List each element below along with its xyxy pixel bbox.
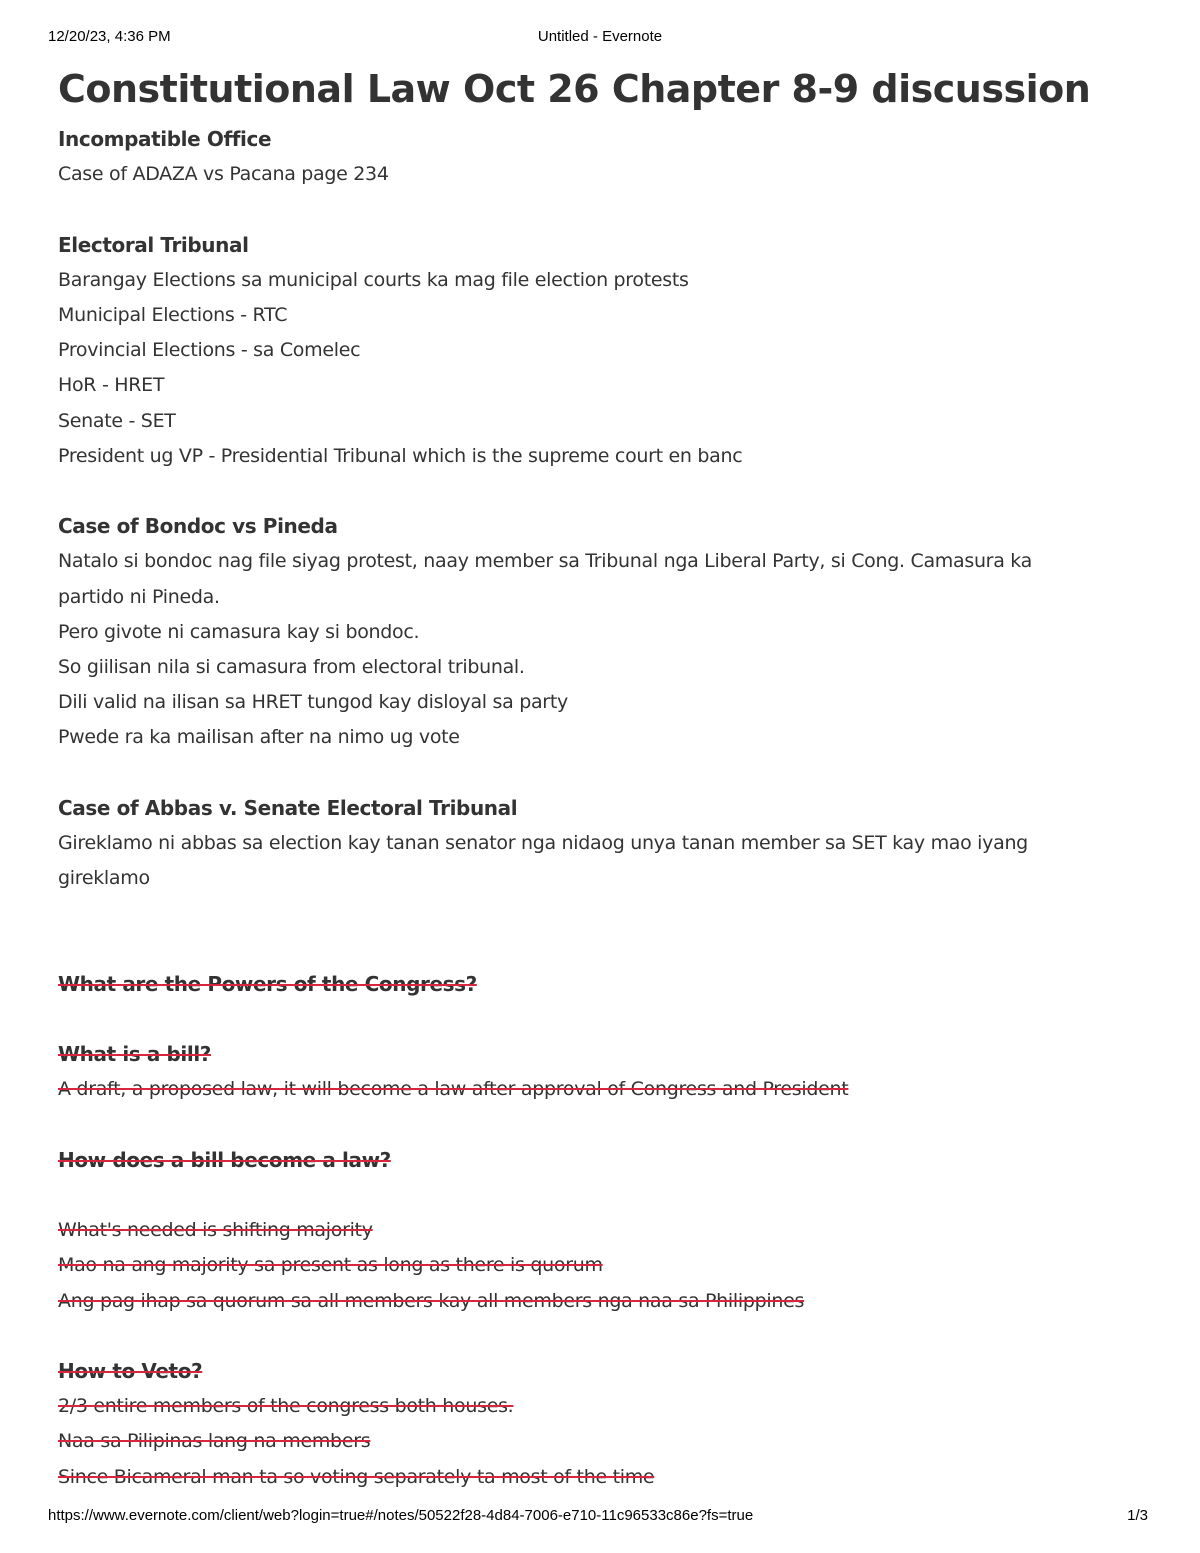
- note-line-struck: 2/3 entire members of the congress both houses.: [58, 1395, 514, 1418]
- section-heading-bondoc-case: Case of Bondoc vs Pineda: [58, 514, 338, 539]
- note-line-struck: A draft, a proposed law, it will become a law after approval of Congress and President: [58, 1078, 849, 1101]
- note-line: gireklamo: [58, 867, 150, 890]
- note-line: Gireklamo ni abbas sa election kay tanan senator nga nidaog unya tanan member sa SET kay mao iyang: [58, 832, 1028, 855]
- note-line: Dili valid na ilisan sa HRET tungod kay disloyal sa party: [58, 691, 568, 714]
- note-line: So giilisan nila si camasura from electoral tribunal.: [58, 656, 525, 679]
- note-line: Case of ADAZA vs Pacana page 234: [58, 163, 389, 186]
- section-heading-electoral-tribunal: Electoral Tribunal: [58, 232, 249, 257]
- print-datetime: 12/20/23, 4:36 PM: [48, 28, 171, 45]
- print-page-title: Untitled - Evernote: [537, 28, 663, 45]
- section-heading-veto-struck: How to Veto?: [58, 1358, 203, 1383]
- section-heading-bill-law-struck: How does a bill become a law?: [58, 1147, 391, 1172]
- print-url: https://www.evernote.com/client/web?login=true#/notes/50522f28-4d84-7006-e710-11c96533c86e?fs=true: [48, 1507, 754, 1524]
- section-heading-abbas-case: Case of Abbas v. Senate Electoral Tribunal: [58, 795, 518, 820]
- note-line-struck: Mao na ang majority sa present as long as there is quorum: [58, 1254, 603, 1277]
- note-line: Barangay Elections sa municipal courts ka mag file election protests: [58, 268, 689, 291]
- print-page-number: 1/3: [1127, 1507, 1148, 1524]
- section-heading-powers-struck: What are the Powers of the Congress?: [58, 971, 477, 996]
- note-line-struck: What's needed is shifting majority: [58, 1219, 373, 1242]
- note-line: Provincial Elections - sa Comelec: [58, 339, 361, 362]
- note-line: Municipal Elections - RTC: [58, 304, 288, 326]
- note-line: HoR - HRET: [58, 374, 165, 397]
- note-line-struck: Ang pag ihap sa quorum sa all members kay all members nga naa sa Philippines: [58, 1289, 805, 1312]
- note-title: Constitutional Law Oct 26 Chapter 8-9 discussion: [58, 67, 1091, 111]
- section-heading-incompatible-office: Incompatible Office: [58, 127, 272, 151]
- note-line: Senate - SET: [58, 409, 176, 432]
- note-line: Natalo si bondoc nag file siyag protest, naay member sa Tribunal nga Liberal Party, si Cong. Camasura ka: [58, 550, 1032, 573]
- note-line: Pwede ra ka mailisan after na nimo ug vote: [58, 726, 460, 749]
- note-body: [58, 62, 1148, 1495]
- note-line-struck: Since Bicameral man ta so voting separately ta most of the time: [58, 1465, 655, 1488]
- note-line: President ug VP - Presidential Tribunal which is the supreme court en banc: [58, 444, 743, 467]
- print-header: [0, 28, 1200, 48]
- note-line: partido ni Pineda.: [58, 585, 220, 608]
- note-line-struck: Naa sa Pilipinas lang na members: [58, 1430, 371, 1453]
- note-line: Pero givote ni camasura kay si bondoc.: [58, 620, 420, 643]
- section-heading-bill-struck: What is a bill?: [58, 1042, 211, 1067]
- print-footer: [0, 1507, 1200, 1527]
